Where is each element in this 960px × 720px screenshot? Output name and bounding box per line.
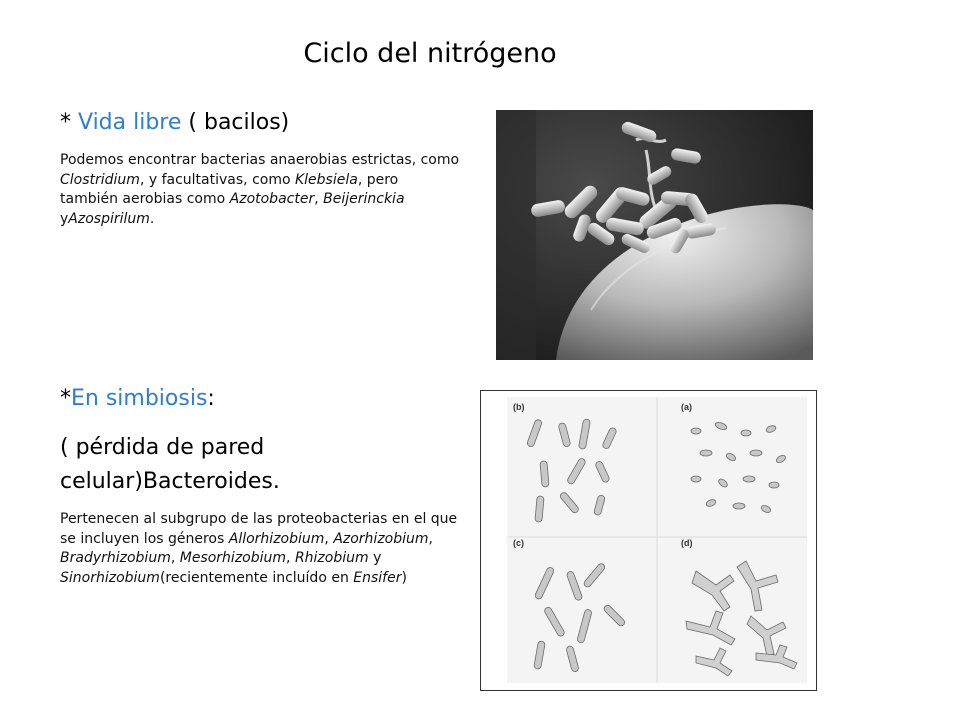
heading-suffix: :	[207, 386, 215, 411]
heading-prefix: *	[60, 386, 71, 411]
panel-label-d: (d)	[681, 538, 693, 548]
text-run: Podemos encontrar bacterias anaerobias estrictas, como	[60, 152, 460, 168]
text-run: y	[60, 210, 69, 227]
genus-name: Klebsiela	[294, 171, 358, 188]
symbiosis-paragraph	[60, 510, 470, 588]
panel-label-a: (a)	[681, 402, 692, 412]
genus-name: Beijerinckia	[323, 191, 405, 207]
symbiosis-label: En simbiosis	[71, 386, 208, 411]
text-run: ,	[314, 191, 324, 207]
text-run: ,	[170, 550, 180, 566]
genus-name: Azotobacter	[229, 191, 315, 207]
heading-prefix: *	[60, 110, 78, 135]
text-run: ,	[324, 530, 334, 547]
free-living-label: Vida libre	[78, 110, 182, 135]
genus-name: Rhizobium	[294, 550, 369, 566]
genus-name: Bradyrhizobium	[60, 550, 171, 566]
text-run: , pero también aerobias como	[60, 171, 399, 207]
genus-name: Azospirilum	[68, 210, 150, 227]
text-run: )	[401, 569, 407, 586]
genus-name: Mesorhizobium	[179, 550, 287, 566]
text-run: ,	[286, 550, 295, 566]
panel-label-b: (b)	[513, 402, 525, 412]
slide-title: Ciclo del nitrógeno	[303, 38, 557, 69]
genus-name: Clostridium	[60, 171, 140, 188]
genus-name: Ensifer	[353, 569, 402, 586]
heading-suffix: ( bacilos)	[181, 110, 290, 135]
text-run: ,	[428, 530, 433, 547]
panel-label-c: (c)	[513, 538, 524, 548]
bacteroides-subheading: ( pérdida de pared celular)Bacteroides.	[60, 435, 280, 494]
symbiosis-heading	[60, 386, 215, 411]
text-run: , y facultativas, como	[139, 171, 295, 188]
genus-name: Allorhizobium	[228, 530, 325, 547]
text-run: y	[368, 550, 382, 566]
text-run: (recientemente incluído en	[159, 569, 354, 586]
text-run: .	[149, 210, 155, 227]
genus-name: Azorhizobium	[333, 530, 429, 547]
free-living-heading	[60, 110, 289, 135]
bacteroid-figure	[480, 390, 817, 691]
free-living-paragraph	[60, 151, 460, 229]
sem-bacilli-photo	[496, 110, 813, 360]
text-run: Pertenecen al subgrupo de las proteobacterias en el que se incluyen los géneros	[60, 511, 458, 547]
genus-name: Sinorhizobium	[60, 569, 160, 586]
